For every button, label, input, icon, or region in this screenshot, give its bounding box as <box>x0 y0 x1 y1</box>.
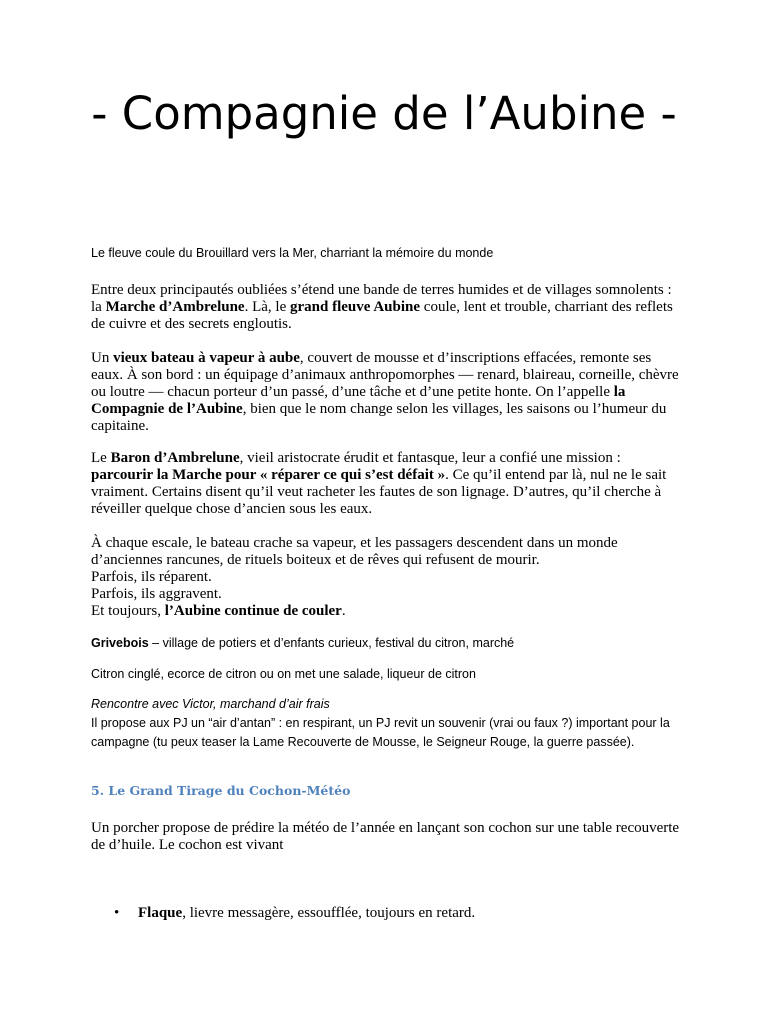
village-name: Grivebois <box>91 636 149 650</box>
text: Entre deux principautés oubliées s’étend une bande de terres humides et de villages somnolents : la <box>91 282 672 315</box>
bullet-text: , lievre messagère, essoufflée, toujours en retard. <box>182 905 476 921</box>
text: Un <box>91 350 114 366</box>
victor-title <box>91 695 681 714</box>
paragraph-bateau <box>91 350 681 435</box>
victor-title-text: Rencontre avec Victor, marchand d’air frais <box>91 697 330 711</box>
village-desc: – village de potiers et d’enfants curieux, festival du citron, marché <box>148 636 515 650</box>
bold-text: la Compagnie de l’Aubine <box>91 384 626 417</box>
subtitle: Le fleuve coule du Brouillard vers la Mer, charriant la mémoire du monde <box>91 246 494 260</box>
paragraph-marche <box>91 282 681 333</box>
victor-text: Il propose aux PJ un “air d’antan” : en respirant, un PJ revit un souvenir (vrai ou faux ?) important pour la campagne (tu peux teaser la Lame Recouverte de Mousse, le Seigneur Rouge, la guerre passée). <box>91 716 670 749</box>
bullet-list <box>91 905 681 922</box>
bold-text: vieux bateau à vapeur à aube <box>113 350 300 366</box>
victor-section <box>91 695 681 752</box>
paragraph-escale <box>91 535 681 620</box>
text: , couvert de mousse et d’inscriptions effacées, remonte ses eaux. À son bord : un équipage d’animaux anthropomorphes — renard, blaireau, corneille, chèvre ou loutre — chacun porteur d’un passé, d’une tâche et d’une petite honte. On l’appelle <box>91 350 679 400</box>
grivebois-line <box>91 634 681 653</box>
escale-line: Parfois, ils aggravent. <box>91 586 222 602</box>
text: , bien que le nom change selon les villages, les saisons ou l’humeur du capitaine. <box>91 401 667 434</box>
bold-text: Marche d’Ambrelune <box>105 299 245 315</box>
bold-text: grand fleuve Aubine <box>290 299 421 315</box>
list-item <box>91 905 681 922</box>
bold-text: parcourir la Marche pour « réparer ce qui s’est défait » <box>91 467 446 483</box>
bullet-icon: • <box>114 905 120 921</box>
section-heading: 5. Le Grand Tirage du Cochon-Météo <box>91 783 351 798</box>
paragraph-baron <box>91 450 681 518</box>
text: Le <box>91 450 111 466</box>
text: . Ce qu’il entend par là, nul ne le sait vraiment. Certains disent qu’il veut racheter les fautes de son lignage. D’autres, qu’il cherche à réveiller quelque chose d’ancien sous les eaux. <box>91 467 667 517</box>
bold-text: Baron d’Ambrelune <box>110 450 240 466</box>
text: . <box>341 603 346 619</box>
escale-line: Parfois, ils réparent. <box>91 569 212 585</box>
citron-line: Citron cinglé, ecorce de citron ou on met une salade, liqueur de citron <box>91 667 476 681</box>
text: , vieil aristocrate érudit et fantasque, leur a confié une mission : <box>239 450 621 466</box>
bullet-bold: Flaque <box>138 905 183 921</box>
escale-line <box>91 603 681 620</box>
text: . Là, le <box>244 299 290 315</box>
paragraph-porcher: Un porcher propose de prédire la météo de l’année en lançant son cochon sur une table recouverte de d’huile. Le cochon est vivant <box>91 820 680 853</box>
bold-text: l’Aubine continue de couler <box>164 603 342 619</box>
escale-line: À chaque escale, le bateau crache sa vapeur, et les passagers descendent dans un monde d’anciennes rancunes, de rituels boiteux et de rêves qui refusent de mourir. <box>91 535 618 568</box>
text: Et toujours, <box>91 603 165 619</box>
text: coule, lent et trouble, charriant des reflets de cuivre et des secrets engloutis. <box>91 299 673 332</box>
document-title: - Compagnie de l’Aubine - <box>91 87 677 140</box>
